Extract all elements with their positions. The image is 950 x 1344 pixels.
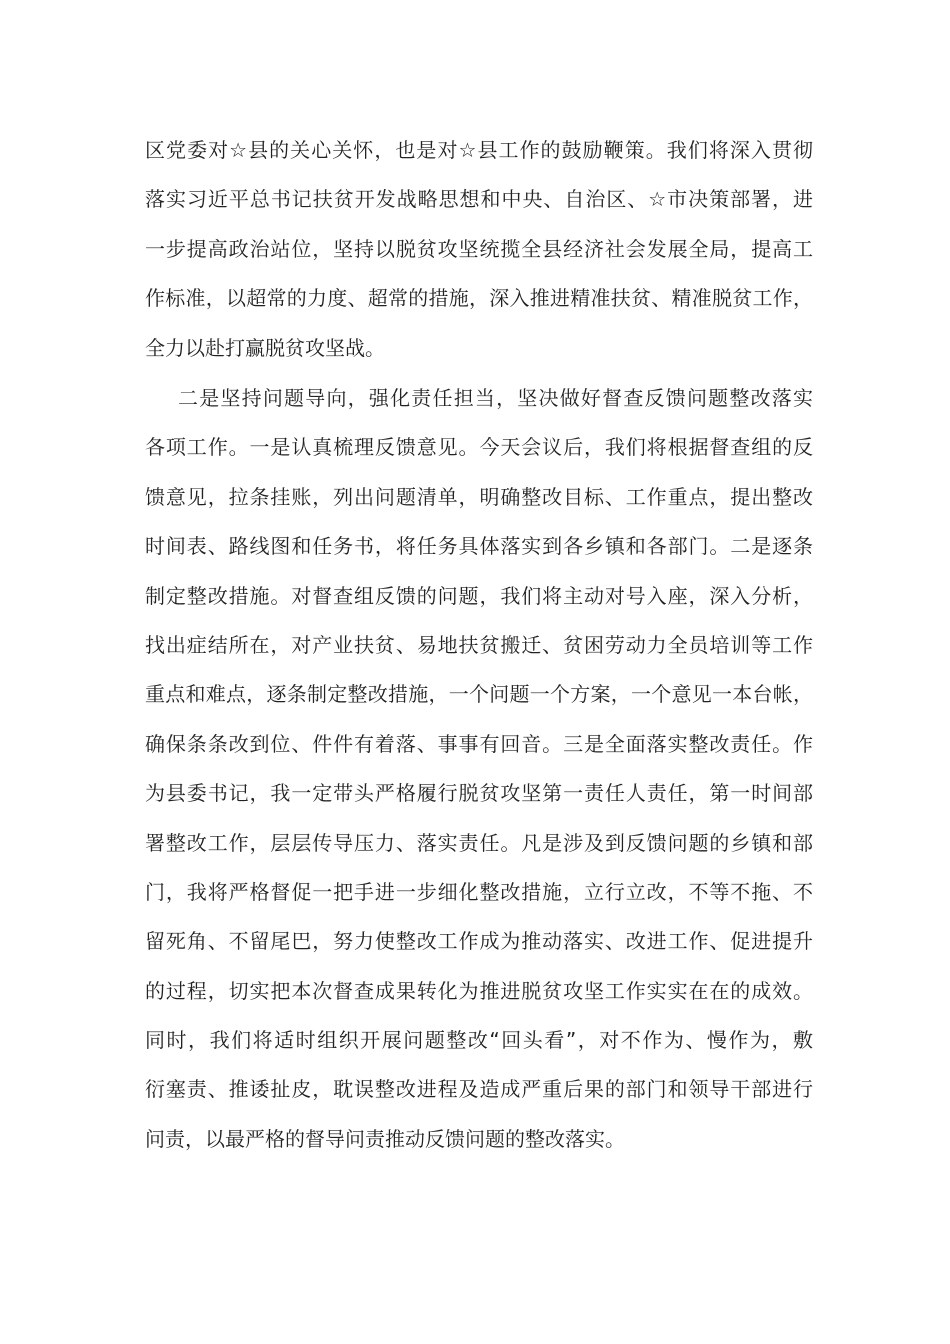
paragraph-line: 区党委对☆县的关心关怀，也是对☆县工作的鼓励鞭策。我们将深入贯彻	[145, 138, 813, 162]
paragraph-line: 各项工作。一是认真梳理反馈意见。今天会议后，我们将根据督查组的反	[145, 435, 813, 460]
paragraph-line: 为县委书记，我一定带头严格履行脱贫攻坚第一责任人责任，第一时间部	[145, 781, 813, 806]
paragraph-line: 二是坚持问题导向，强化责任担当，坚决做好督查反馈问题整改落实	[178, 386, 813, 410]
paragraph-line: 同时，我们将适时组织开展问题整改“回头看”，对不作为、慢作为，敷	[145, 1028, 813, 1053]
paragraph-line: 全力以赴打赢脱贫攻坚战。	[145, 335, 385, 360]
paragraph-line: 问责，以最严格的督导问责推动反馈问题的整改落实。	[145, 1126, 625, 1151]
paragraph-line: 留死角、不留尾巴，努力使整改工作成为推动落实、改进工作、促进提升	[145, 929, 813, 954]
paragraph-line: 时间表、路线图和任务书，将任务具体落实到各乡镇和各部门。二是逐条	[145, 534, 813, 559]
paragraph-line: 署整改工作，层层传导压力、落实责任。凡是涉及到反馈问题的乡镇和部	[145, 830, 813, 855]
paragraph-line: 的过程，切实把本次督查成果转化为推进脱贫攻坚工作实实在在的成效。	[145, 978, 813, 1003]
paragraph-line: 一步提高政治站位，坚持以脱贫攻坚统揽全县经济社会发展全局，提高工	[145, 236, 813, 261]
paragraph-line: 确保条条改到位、件件有着落、事事有回音。三是全面落实整改责任。作	[145, 731, 813, 756]
paragraph-line: 制定整改措施。对督查组反馈的问题，我们将主动对号入座，深入分析，	[145, 583, 813, 608]
paragraph-line: 门，我将严格督促一把手进一步细化整改措施，立行立改，不等不拖、不	[145, 879, 813, 904]
paragraph-1	[145, 126, 813, 373]
paragraph-2	[145, 374, 813, 1164]
paragraph-line: 作标准，以超常的力度、超常的措施，深入推进精准扶贫、精准脱贫工作，	[145, 286, 813, 311]
paragraph-line: 落实习近平总书记扶贫开发战略思想和中央、自治区、☆市决策部署，进	[145, 187, 813, 212]
paragraph-line: 找出症结所在，对产业扶贫、易地扶贫搬迁、贫困劳动力全员培训等工作	[145, 632, 813, 657]
paragraph-line: 衍塞责、推诿扯皮，耽误整改进程及造成严重后果的部门和领导干部进行	[145, 1077, 813, 1102]
paragraph-line: 馈意见，拉条挂账，列出问题清单，明确整改目标、工作重点，提出整改	[145, 484, 813, 509]
paragraph-line: 重点和难点，逐条制定整改措施，一个问题一个方案，一个意见一本台帐，	[145, 682, 813, 707]
